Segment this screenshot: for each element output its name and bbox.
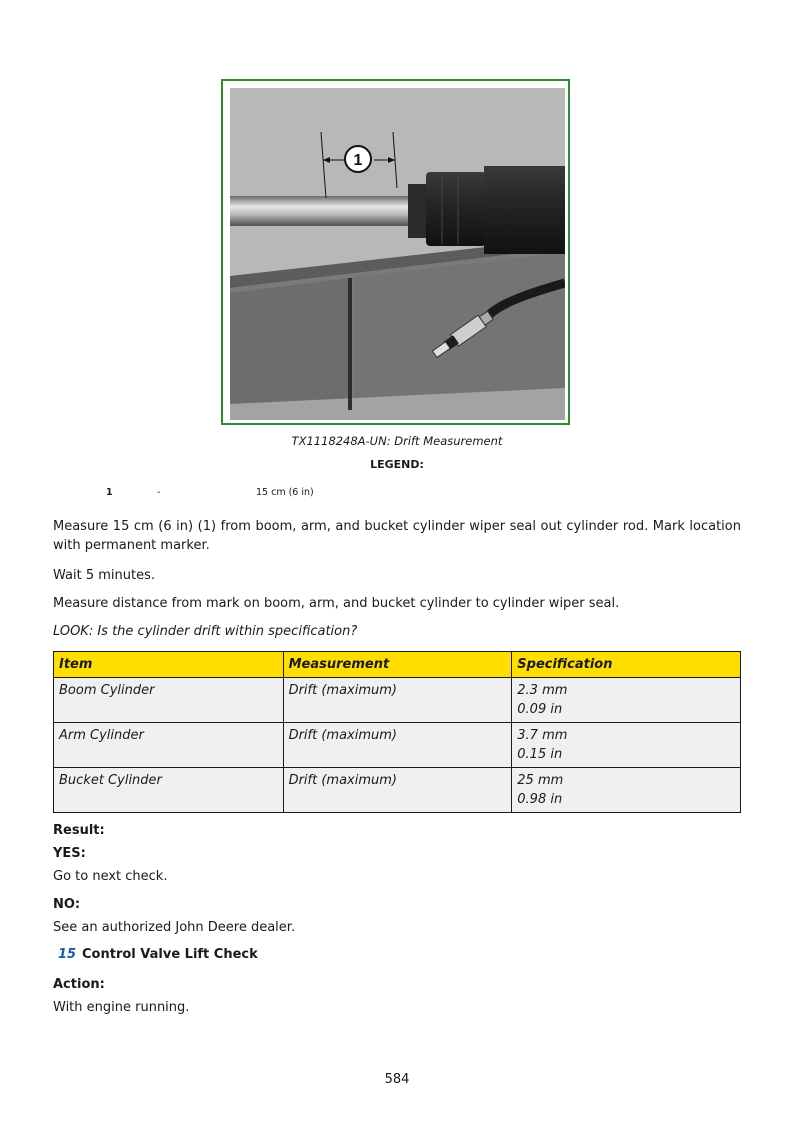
step-title: Control Valve Lift Check [82,947,258,962]
table-header-item: Item [54,652,284,678]
table-cell-specification [512,678,741,723]
spec-imperial: 0.15 in [517,747,563,762]
instruction-paragraph-2: Wait 5 minutes. [53,568,155,583]
spec-imperial: 0.09 in [517,702,563,717]
legend-item-description: 15 cm (6 in) [256,487,314,498]
spec-metric: 3.7 mm [517,728,568,743]
look-question: LOOK: Is the cylinder drift within specification? [53,624,358,639]
table-row [54,723,741,768]
instruction-paragraph-3: Measure distance from mark on boom, arm, and bucket cylinder to cylinder wiper seal. [53,596,620,611]
legend-title: LEGEND: [370,458,424,471]
page-number: 584 [384,1072,410,1087]
table-cell-item: Boom Cylinder [54,678,284,723]
table-cell-measurement: Drift (maximum) [283,678,512,723]
table-cell-specification [512,768,741,813]
table-cell-measurement: Drift (maximum) [283,768,512,813]
table-header-row [54,652,741,678]
table-row [54,768,741,813]
action-label: Action: [53,977,105,992]
table-header-specification: Specification [512,652,741,678]
table-header-measurement: Measurement [283,652,512,678]
specification-table [53,651,741,813]
legend-item-dash: - [157,487,161,498]
figure-frame [221,79,570,425]
instruction-paragraph-1: Measure 15 cm (6 in) (1) from boom, arm, and bucket cylinder wiper seal out cylinder rod. Mark location with permanent marker. [53,519,741,553]
action-text: With engine running. [53,1000,190,1015]
result-label: Result: [53,823,105,838]
no-label: NO: [53,897,81,912]
step-number: 15 [58,947,77,962]
yes-text: Go to next check. [53,869,168,884]
spec-imperial: 0.98 in [517,792,563,807]
legend-item-number: 1 [106,487,113,498]
table-cell-specification [512,723,741,768]
drift-measurement-illustration [230,88,565,420]
table-row [54,678,741,723]
figure-caption: TX1118248A-UN: Drift Measurement [291,434,503,448]
table-cell-measurement: Drift (maximum) [283,723,512,768]
table-cell-item: Arm Cylinder [54,723,284,768]
no-text: See an authorized John Deere dealer. [53,920,296,935]
spec-metric: 2.3 mm [517,683,568,698]
callout-number: 1 [353,152,363,169]
spec-metric: 25 mm [517,773,564,788]
yes-label: YES: [53,846,86,861]
table-cell-item: Bucket Cylinder [54,768,284,813]
